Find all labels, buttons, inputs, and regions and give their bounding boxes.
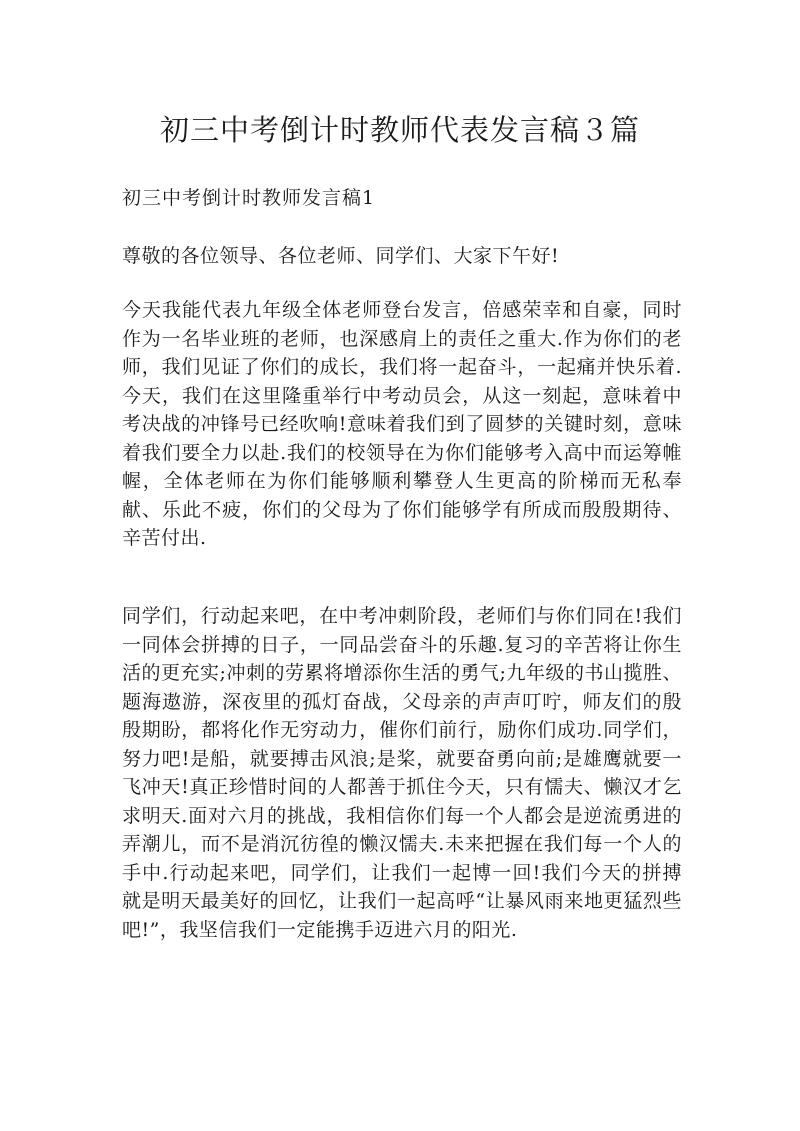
greeting-paragraph: 尊敬的各位领导、各位老师、同学们、大家下午好! xyxy=(122,245,560,267)
body-paragraph-1: 今天我能代表九年级全体老师登台发言，倍感荣幸和自豪，同时作为一名毕业班的老师，也深感肩上的责任之重大.作为你们的老师，我们见证了你们的成长，我们将一起奋斗，一起痛并快乐着.今天，我们在这里隆重举行中考动员会，从这一刻起，意味着中考决战的冲锋号已经吹响!意味着我们到了圆梦的关键时刻，意味着我们要全力以赴.我们的校领导在为你们能够考入高中而运筹帷幄，全体老师在为你们能够顺利攀登人生更高的阶梯而无私奉献、乐此不疲，你们的父母为了你们能够学有所成而殷殷期待、辛苦付出. xyxy=(122,299,682,549)
document-title: 初三中考倒计时教师代表发言稿３篇 xyxy=(159,113,640,147)
body-paragraph-2: 同学们，行动起来吧，在中考冲刺阶段，老师们与你们同在!我们一同体会拼搏的日子，一同品尝奋斗的乐趣.复习的辛苦将让你生活的更充实;冲刺的劳累将增添你生活的勇气;九年级的书山揽胜、题海遨游，深夜里的孤灯奋战，父母亲的声声叮咛，师友们的殷殷期盼，都将化作无穷动力，催你们前行，励你们成功.同学们，努力吧!是船，就要搏击风浪;是桨，就要奋勇向前;是雄鹰就要一飞冲天!真正珍惜时间的人都善于抓住今天，只有懦夫、懒汉才乞求明天.面对六月的挑战，我相信你们每一个人都会是逆流勇进的弄潮儿，而不是消沉彷徨的懒汉懦夫.未来把握在我们每一个人的手中.行动起来吧，同学们，让我们一起博一回!我们今天的拼搏就是明天最美好的回忆，让我们一起高呼“让暴风雨来地更猛烈些吧!”，我坚信我们一定能携手迈进六月的阳光. xyxy=(122,605,682,941)
speech-subtitle: 初三中考倒计时教师发言稿1 xyxy=(122,187,376,209)
